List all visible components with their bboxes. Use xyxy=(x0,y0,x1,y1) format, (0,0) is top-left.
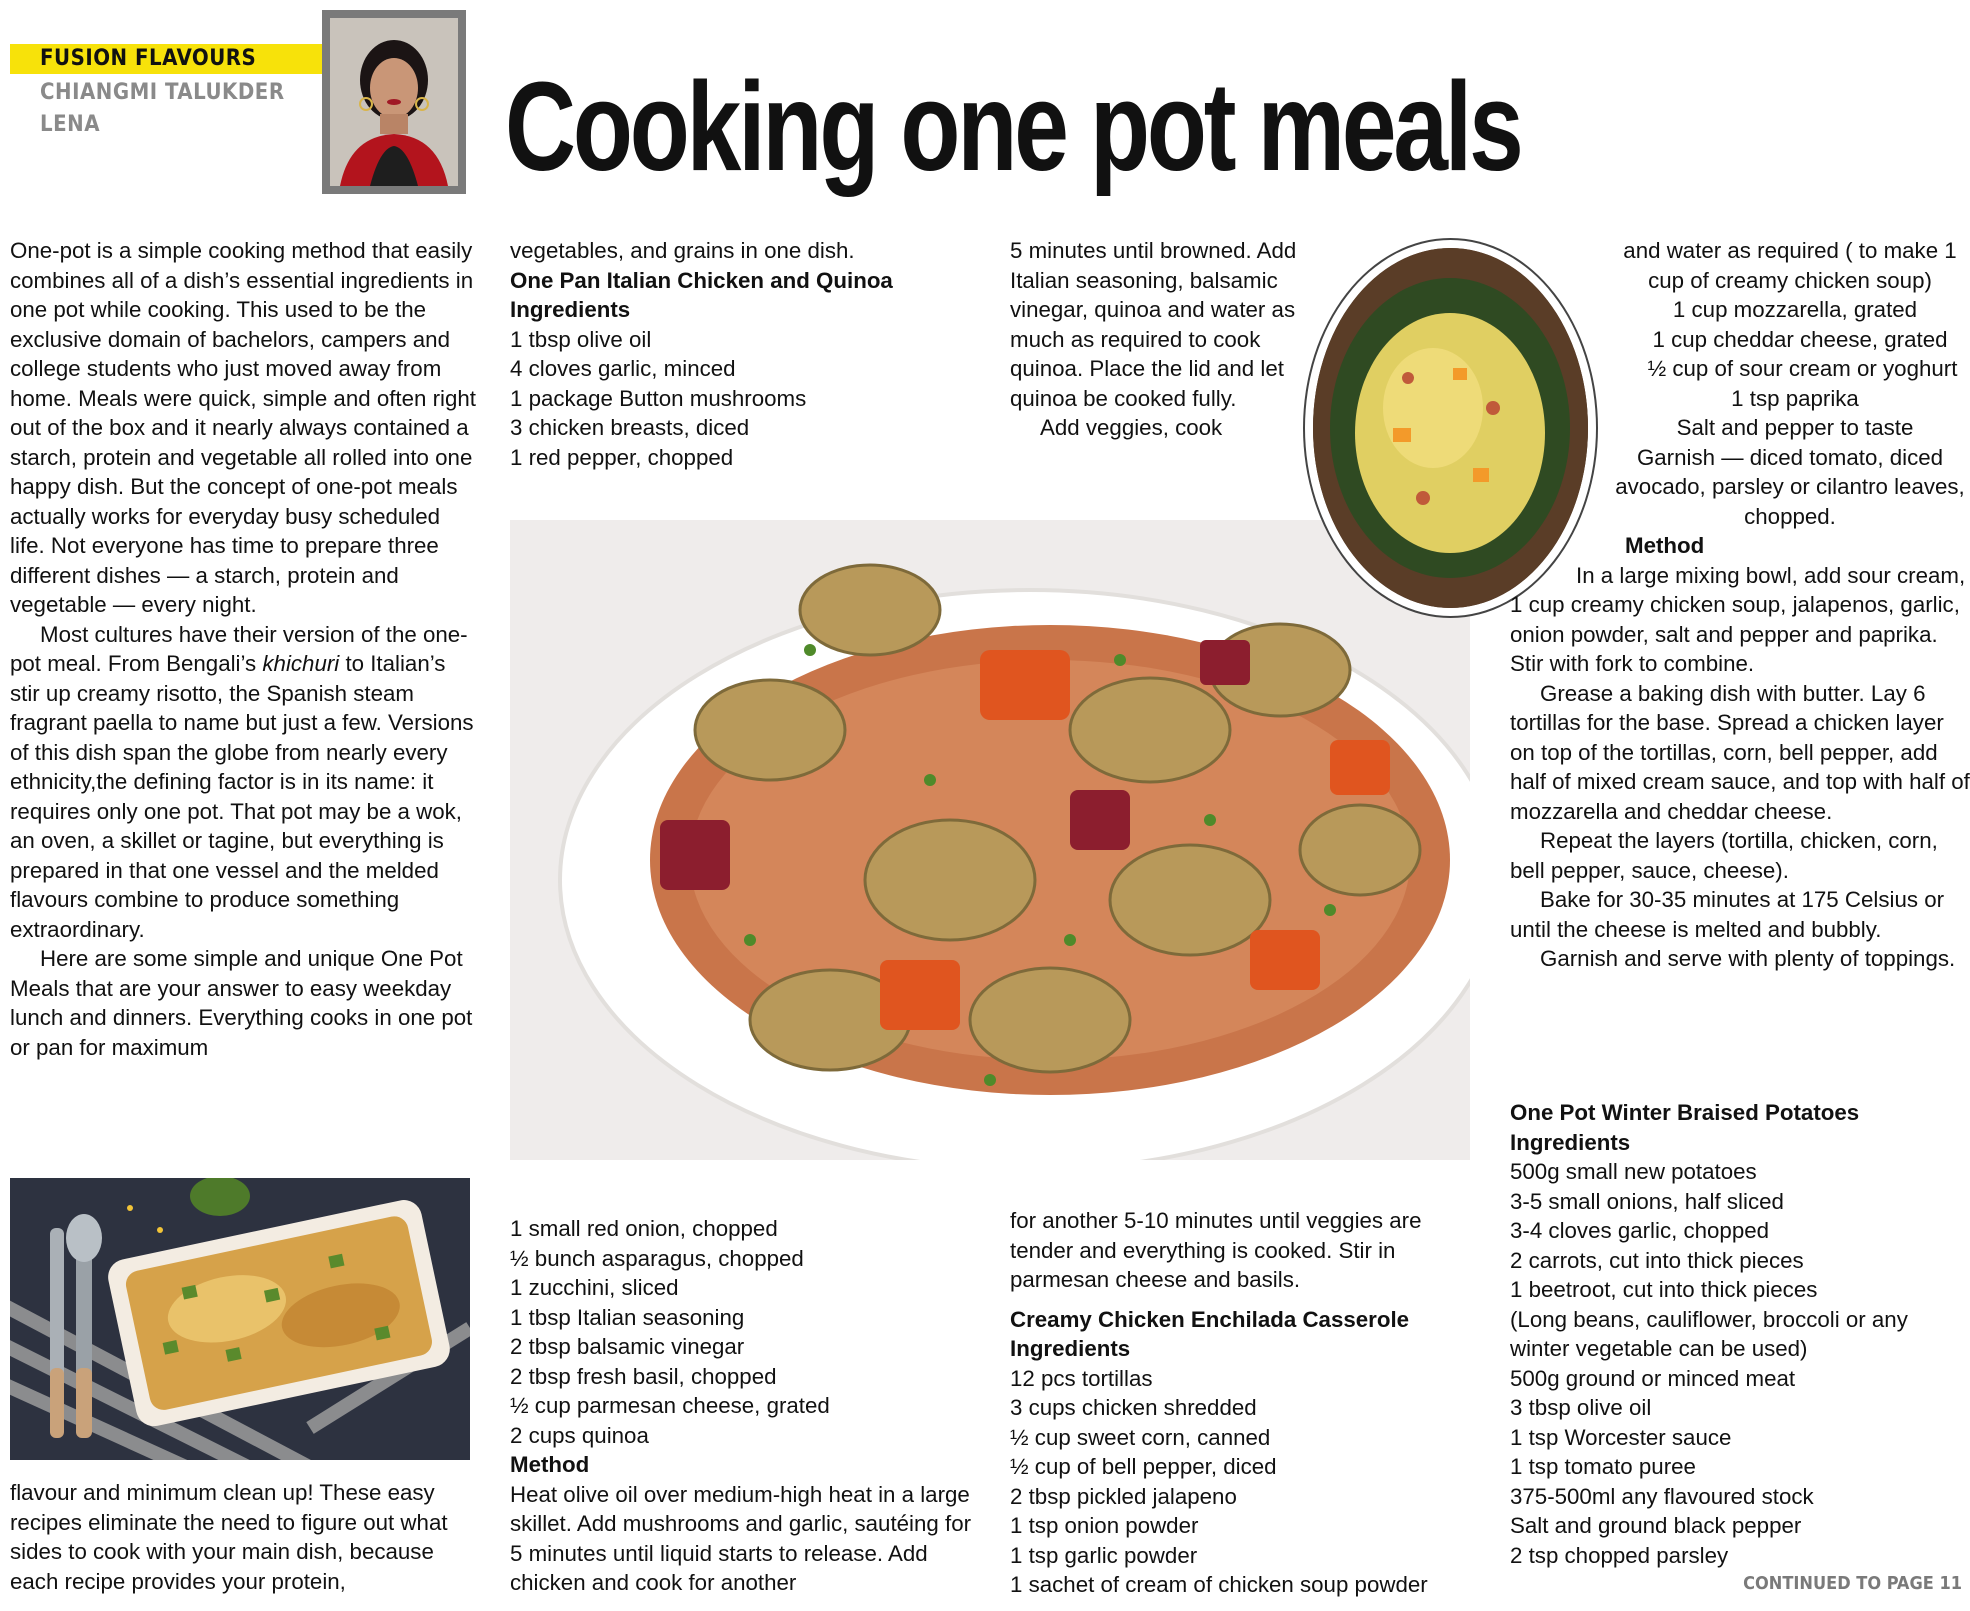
ingredient-item: and water as required ( to make 1 cup of creamy chicken soup) xyxy=(1623,238,1957,293)
ingredient-item: 3 chicken breasts, diced xyxy=(510,415,750,440)
ingredient-item: 2 cups quinoa xyxy=(510,1422,649,1448)
author-surname: LENA xyxy=(40,112,101,137)
ingredient-item: 1 tbsp Italian seasoning xyxy=(510,1304,745,1330)
recipe1-method-4: for another 5-10 minutes until veggies are tender and everything is cooked. Stir in parmesan cheese and basils. xyxy=(1010,1208,1422,1292)
ingredient-item: ½ cup of bell pepper, diced xyxy=(1010,1454,1277,1479)
recipe3-column xyxy=(1510,1098,1970,1570)
recipe1-ingredients-label: Ingredients xyxy=(510,297,631,322)
intro-paragraph-3-cont: flavour and minimum clean up! These easy recipes eliminate the need to figure out what sides to cook with your main dish, because each recipe provides your protein, xyxy=(10,1480,448,1594)
ingredient-item: 2 tbsp fresh basil, chopped xyxy=(510,1363,777,1389)
intro-continued xyxy=(10,1478,478,1596)
ingredient-item: 3-5 small onions, half sliced xyxy=(1510,1188,1784,1214)
ingredient-item: 1 package Button mushrooms xyxy=(510,385,807,411)
recipe2-title: Creamy Chicken Enchilada Casserole xyxy=(1010,1306,1410,1332)
braised-potatoes-photo xyxy=(510,520,1470,1160)
ingredient-item: 3-4 cloves garlic, chopped xyxy=(1510,1218,1770,1243)
section-kicker: FUSION FLAVOURS xyxy=(10,44,322,74)
ingredient-item: 500g ground or minced meat xyxy=(1510,1365,1796,1391)
recipe1-column-bottom xyxy=(510,1214,980,1598)
ingredient-item: 1 cup mozzarella, grated xyxy=(1672,297,1918,322)
intro-paragraph-4: vegetables, and grains in one dish. xyxy=(510,238,855,263)
ingredient-item: ½ bunch asparagus, chopped xyxy=(510,1245,804,1271)
ingredient-item: 500g small new potatoes xyxy=(1510,1159,1757,1184)
ingredient-item: ½ cup of sour cream or yoghurt xyxy=(1647,356,1958,381)
recipe3-ingredients-label: Ingredients xyxy=(1510,1129,1631,1155)
ingredient-item: 1 red pepper, chopped xyxy=(510,444,734,470)
ingredient-item: 1 tsp onion powder xyxy=(1010,1513,1199,1538)
recipe2-column xyxy=(1010,1206,1480,1600)
intro-paragraph-3: Here are some simple and unique One Pot Meals that are your answer to easy weekday lunch and dinners. Everything cooks in one pot or pan for maximum xyxy=(10,946,473,1060)
continued-link[interactable]: CONTINUED TO PAGE 11 xyxy=(1743,1573,1962,1594)
intro-column xyxy=(10,236,478,1062)
ingredient-item: 1 tsp Worcester sauce xyxy=(1510,1424,1732,1450)
recipe2-ingredients-label: Ingredients xyxy=(1010,1336,1131,1361)
ingredient-item: Salt and pepper to taste xyxy=(1676,415,1914,440)
ingredient-item: 1 small red onion, chopped xyxy=(510,1216,778,1241)
recipe1-title: One Pan Italian Chicken and Quinoa xyxy=(510,267,893,293)
ingredient-item: 375-500ml any flavoured stock xyxy=(1510,1483,1814,1509)
ingredient-item: 3 cups chicken shredded xyxy=(1010,1395,1257,1420)
ingredient-item: 1 cup cheddar cheese, grated xyxy=(1652,326,1948,352)
ingredient-item: 1 tsp paprika xyxy=(1731,385,1859,411)
recipe2-method-1: In a large mixing bowl, add sour cream, 1 cup creamy chicken soup, jalapenos, garlic, onion powder, salt and pepper and paprika. Stir with fork to combine. xyxy=(1510,562,1966,676)
ingredient-item: 2 tsp chopped parsley xyxy=(1510,1542,1729,1568)
ingredient-item: (Long beans, cauliflower, broccoli or any winter vegetable can be used) xyxy=(1510,1306,1908,1361)
ingredient-item: 1 tbsp olive oil xyxy=(510,326,652,352)
ingredient-item: 2 tbsp balsamic vinegar xyxy=(510,1334,745,1359)
recipe1-method-1: Heat olive oil over medium-high heat in a large skillet. Add mushrooms and garlic, sautéing for 5 minutes until liquid starts to release. Add chicken and cook for another xyxy=(510,1481,972,1595)
ingredient-item: 1 zucchini, sliced xyxy=(510,1275,679,1300)
recipe1-method-3: Add veggies, cook xyxy=(1040,415,1223,440)
ingredient-item: ½ cup parmesan cheese, grated xyxy=(510,1393,830,1418)
recipe1-method-column xyxy=(1010,236,1300,443)
recipe1-method-2: 5 minutes until browned. Add Italian seasoning, balsamic vinegar, quinoa and water as much as required to cook quinoa. Place the lid and let quinoa be cooked fully. xyxy=(1010,238,1297,411)
intro-paragraph-2: Most cultures have their version of the one-pot meal. From Bengali’s khichuri to Italian’s stir up creamy risotto, the Spanish steam fragrant paella to name but just a few. Versions of this dish span the globe from nearly every ethnicity,the defining factor is in its name: it requires only one pot. That pot may be a wok, an oven, a skillet or tagine, but everything is prepared in that one vessel and the melded flavours combine to produce something extraordinary. xyxy=(10,621,474,942)
recipe2-column-cont xyxy=(1510,236,1970,974)
author-photo xyxy=(322,10,466,194)
casserole-photo xyxy=(10,1178,470,1460)
ingredient-item: 1 sachet of cream of chicken soup powder xyxy=(1010,1572,1428,1597)
headline: Cooking one pot meals xyxy=(505,56,1521,197)
ingredient-item: ½ cup sweet corn, canned xyxy=(1010,1424,1271,1450)
intro-paragraph-1: One-pot is a simple cooking method that easily combines all of a dish’s essential ingredients in one pot while cooking. This used to be the exclusive domain of bachelors, campers and college students who just moved away from home. Meals were quick, simple and often right out of the box and it nearly always contained a starch, protein and vegetable all rolled into one happy dish. But the concept of one-pot meals actually works for everyday busy scheduled life. Not everyone has time to prepare three different dishes — a starch, protein and vegetable — every night. xyxy=(10,238,476,617)
recipe2-method-3: Repeat the layers (tortilla, chicken, corn, bell pepper, sauce, cheese). xyxy=(1510,828,1938,883)
ingredient-item: 2 carrots, cut into thick pieces xyxy=(1510,1247,1804,1273)
ingredient-item: Salt and ground black pepper xyxy=(1510,1513,1802,1538)
recipe3-title: One Pot Winter Braised Potatoes xyxy=(1510,1100,1860,1125)
ingredient-item: 12 pcs tortillas xyxy=(1010,1365,1153,1391)
ingredient-item: 3 tbsp olive oil xyxy=(1510,1395,1652,1420)
recipe2-method-5: Garnish and serve with plenty of toppings. xyxy=(1540,946,1956,971)
author-name: CHIANGMI TALUKDER xyxy=(40,80,285,105)
recipe2-method-label: Method xyxy=(1625,533,1705,558)
ingredient-item: 1 beetroot, cut into thick pieces xyxy=(1510,1277,1818,1302)
ingredient-item: 1 tsp tomato puree xyxy=(1510,1454,1696,1479)
recipe2-method-2: Grease a baking dish with butter. Lay 6 tortillas for the base. Spread a chicken layer on top of the tortillas, corn, bell pepper, add half of mixed cream sauce, and top with half of mozzarella and cheddar cheese. xyxy=(1510,680,1970,824)
recipe1-method-label: Method xyxy=(510,1452,590,1477)
ingredient-item: Garnish — diced tomato, diced avocado, parsley or cilantro leaves, chopped. xyxy=(1615,444,1965,529)
recipe1-column-top xyxy=(510,236,980,472)
ingredient-item: 2 tbsp pickled jalapeno xyxy=(1010,1483,1237,1509)
ingredient-item: 1 tsp garlic powder xyxy=(1010,1542,1198,1568)
ingredient-item: 4 cloves garlic, minced xyxy=(510,356,736,381)
recipe2-method-4: Bake for 30-35 minutes at 175 Celsius or until the cheese is melted and bubbly. xyxy=(1510,887,1945,942)
